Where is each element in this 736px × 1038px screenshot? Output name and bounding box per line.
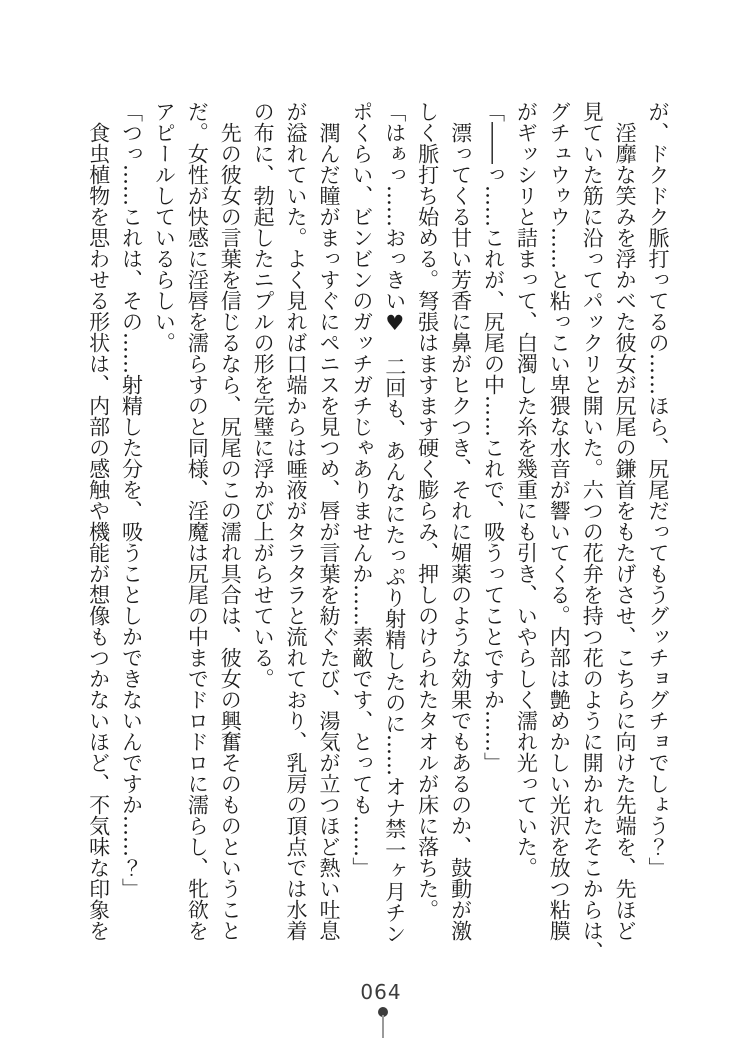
binding-mark-stem: [382, 1015, 384, 1038]
text-line: 「――っ……これが、尻尾の中……これで、吸うってことですか……」: [481, 101, 506, 773]
text-line: 「はぁっ……おっきい♥ 二回も、あんなにたっぷり射精したのに……オナ禁一ヶ月チン: [382, 101, 407, 944]
text-line: の布に、勃起したニプルの形を完璧に浮かび上がらせている。: [251, 101, 276, 689]
text-line: 淫靡な笑みを浮かべた彼女が尻尾の鎌首をもたげさせ、こちらに向けた先端を、先ほど: [613, 101, 638, 941]
text-line: グチュウゥウ……と粘っこい卑猥な水音が響いてくる。内部は艶めかしい光沢を放つ粘膜: [547, 101, 572, 941]
text-line: だ。女性が快感に淫唇を濡らすのと同様、淫魔は尻尾の中までドロドロに濡らし、牝欲を: [185, 101, 210, 941]
text-line: がギッシリと詰まって、白濁した糸を幾重にも引き、いやらしく濡れ光っていた。: [514, 101, 539, 878]
text-line: 先の彼女の言葉を信じるなら、尻尾のこの濡れ具合は、彼女の興奮そのものということ: [218, 101, 243, 941]
page-text: [82, 101, 674, 962]
text-line: 潤んだ瞳がまっすぐにペニスを見つめ、唇が言葉を紡ぐたび、湯気が立つほど熱い吐息: [316, 101, 341, 941]
page-number: 064: [360, 980, 402, 1004]
text-line: 「つっ……これは、その……射精した分を、吸うことしかできないんですか……？」: [119, 101, 144, 899]
text-line: ポくらい、ビンビンのガッチガチじゃありませんか……素敵です、とっても……」: [349, 101, 374, 878]
text-line: が、ドクドク脈打ってるの……ほら、尻尾だってもうグッチョグチョでしょう？」: [646, 101, 670, 878]
text-line: しく脈打ち始める。弩張はますます硬く膨らみ、押しのけられたタオルが床に落ちた。: [415, 101, 440, 920]
text-line: アピールしているらしい。: [152, 101, 177, 353]
text-line: が溢れていた。よく見れば口端からは唾液がタラタラと流れており、乳房の頂点では水着: [284, 101, 309, 941]
text-line: 見ていた筋に沿ってパックリと開いた。六つの花弁を持つ花のように開かれたそこからは、: [580, 101, 605, 962]
text-line: 漂ってくる甘い芳香に鼻がヒクつき、それに媚薬のような効果でもあるのか、鼓動が激: [448, 101, 473, 941]
text-line: 食虫植物を思わせる形状は、内部の感触や機能が想像もつかないほど、不気味な印象を: [86, 101, 111, 941]
